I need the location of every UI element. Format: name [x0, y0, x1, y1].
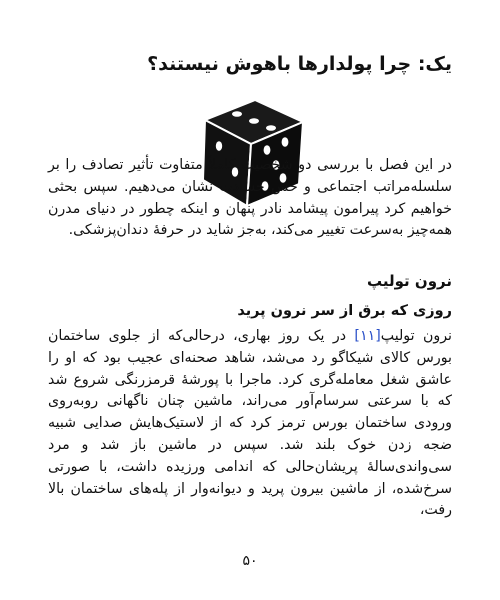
- body-text-start: نرون تولیپ: [380, 328, 453, 344]
- subsection-title: روزی که برق از سر نرون پرید: [237, 303, 452, 319]
- footnote-link[interactable]: [۱۱]: [354, 328, 381, 344]
- page-number: ۵۰: [242, 553, 258, 569]
- chapter-title: یک: چرا پولدارها باهوش نیستند؟: [147, 53, 452, 75]
- section-title: نرون تولیپ: [367, 272, 452, 290]
- body-paragraph: [48, 326, 452, 522]
- body-text-rest: در یک روز بهاری، درحالی‌که از جلوی ساختمان بورس کالای شیکاگو رد می‌شد، شاهد صحنه‌ای عجیب بود که او را عاشق شغل معامله‌گری کرد. ماجرا با پورشهٔ قرمزرنگی شروع شد که با سرعتی سرسام‌آور می‌راند، ماشین چنان ناگهانی روبه‌روی ورودی ساختمان بورس ترمز کرد که از لاستیک‌هایش صدایی شبیه ضجه زدن خوک بلند شد. سپس در ماشین باز شد و مرد سی‌واندی‌ساله‌ٔ پریشان‌حالی که اندامی ورزیده داشت، با صورتی سرخ‌شده، از ماشین بیرون پرید و دیوانه‌وار از پله‌های ساختمان بالا رفت،: [48, 328, 452, 519]
- intro-paragraph: در این فصل با بررسی دو شخصیت کاملاً متفاوت تأثیر تصادف را بر سلسله‌مراتب اجتماعی و حس حسادت نشان می‌دهیم. سپس بحثی خواهیم کرد پیرامون پیشامد نادر پنهان و اینکه چطور در دنیای مدرن همه‌چیز به‌سرعت تغییر می‌کند، به‌جز شاید در حرفهٔ دندان‌پزشکی.: [48, 157, 452, 239]
